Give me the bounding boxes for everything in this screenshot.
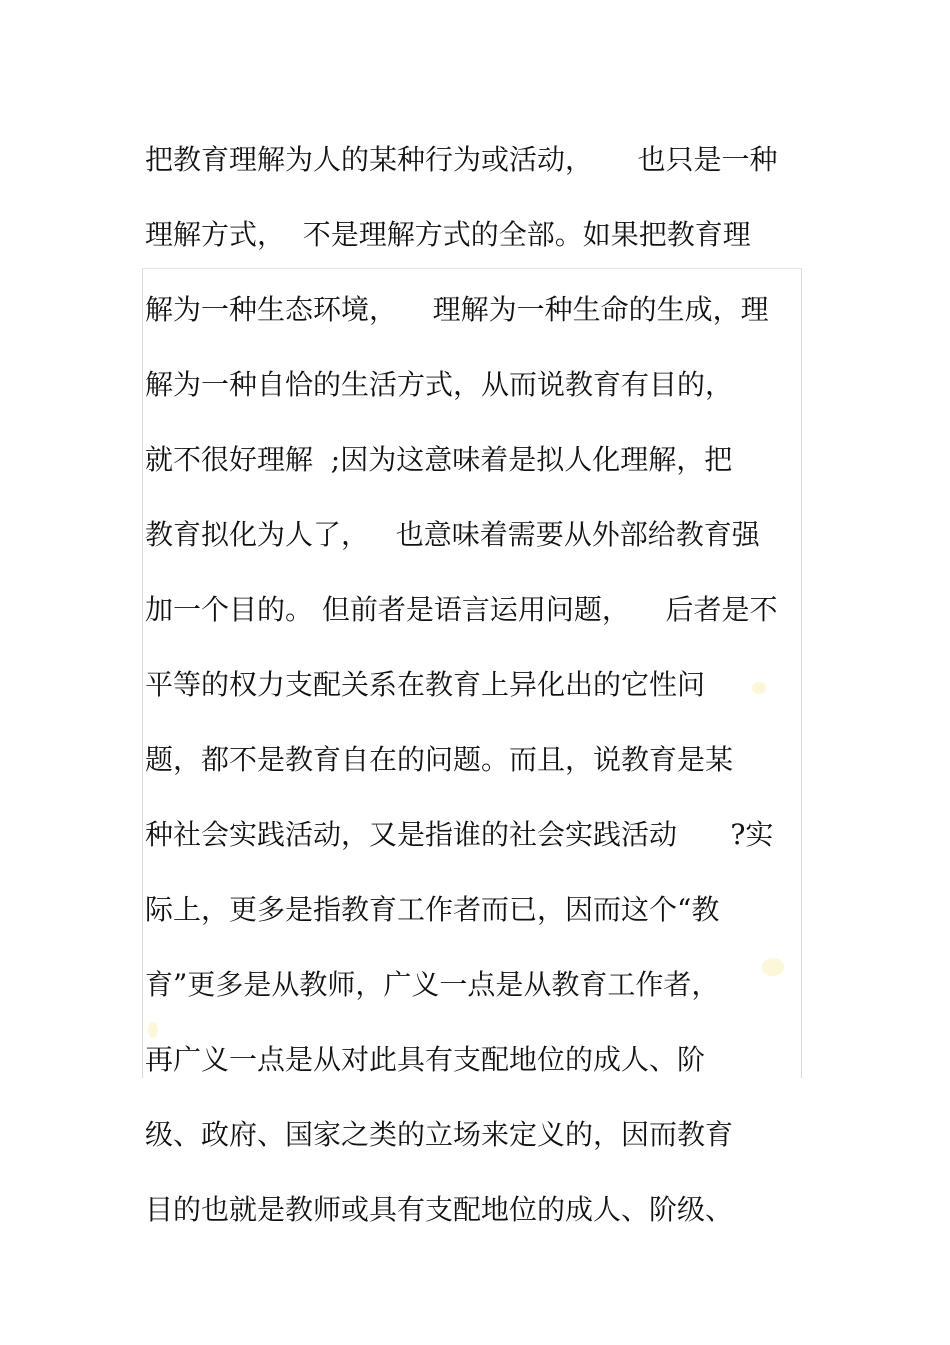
text-line: 理解方式， 不是理解方式的全部。如果把教育理 [145, 218, 751, 251]
text-line: 际上，更多是指教育工作者而已，因而这个“教 [145, 893, 720, 926]
text-line: 育”更多是从教师，广义一点是从教育工作者， [145, 968, 720, 1001]
text-line: 级、政府、国家之类的立场来定义的，因而教育 [145, 1118, 734, 1151]
text-line: 种社会实践活动，又是指谁的社会实践活动 ?实 [145, 818, 774, 851]
body-text [145, 138, 810, 1263]
text-line: 解为一种生态环境， 理解为一种生命的生成，理 [145, 293, 769, 326]
text-line: 教育拟化为人了， 也意味着需要从外部给教育强 [145, 518, 760, 551]
text-line: 题，都不是教育自在的问题。而且，说教育是某 [145, 743, 734, 776]
text-line: 就不很好理解 ;因为这意味着是拟人化理解，把 [145, 443, 733, 476]
text-line: 再广义一点是从对此具有支配地位的成人、阶 [145, 1043, 706, 1076]
text-line: 把教育理解为人的某种行为或活动， 也只是一种 [145, 143, 778, 176]
text-line: 解为一种自恰的生活方式，从而说教育有目的， [145, 368, 734, 401]
text-line: 目的也就是教师或具有支配地位的成人、阶级、 [145, 1193, 734, 1226]
text-line: 平等的权力支配关系在教育上异化出的它性问 [145, 668, 706, 701]
text-line: 加一个目的。 但前者是语言运用问题， 后者是不 [145, 593, 778, 626]
